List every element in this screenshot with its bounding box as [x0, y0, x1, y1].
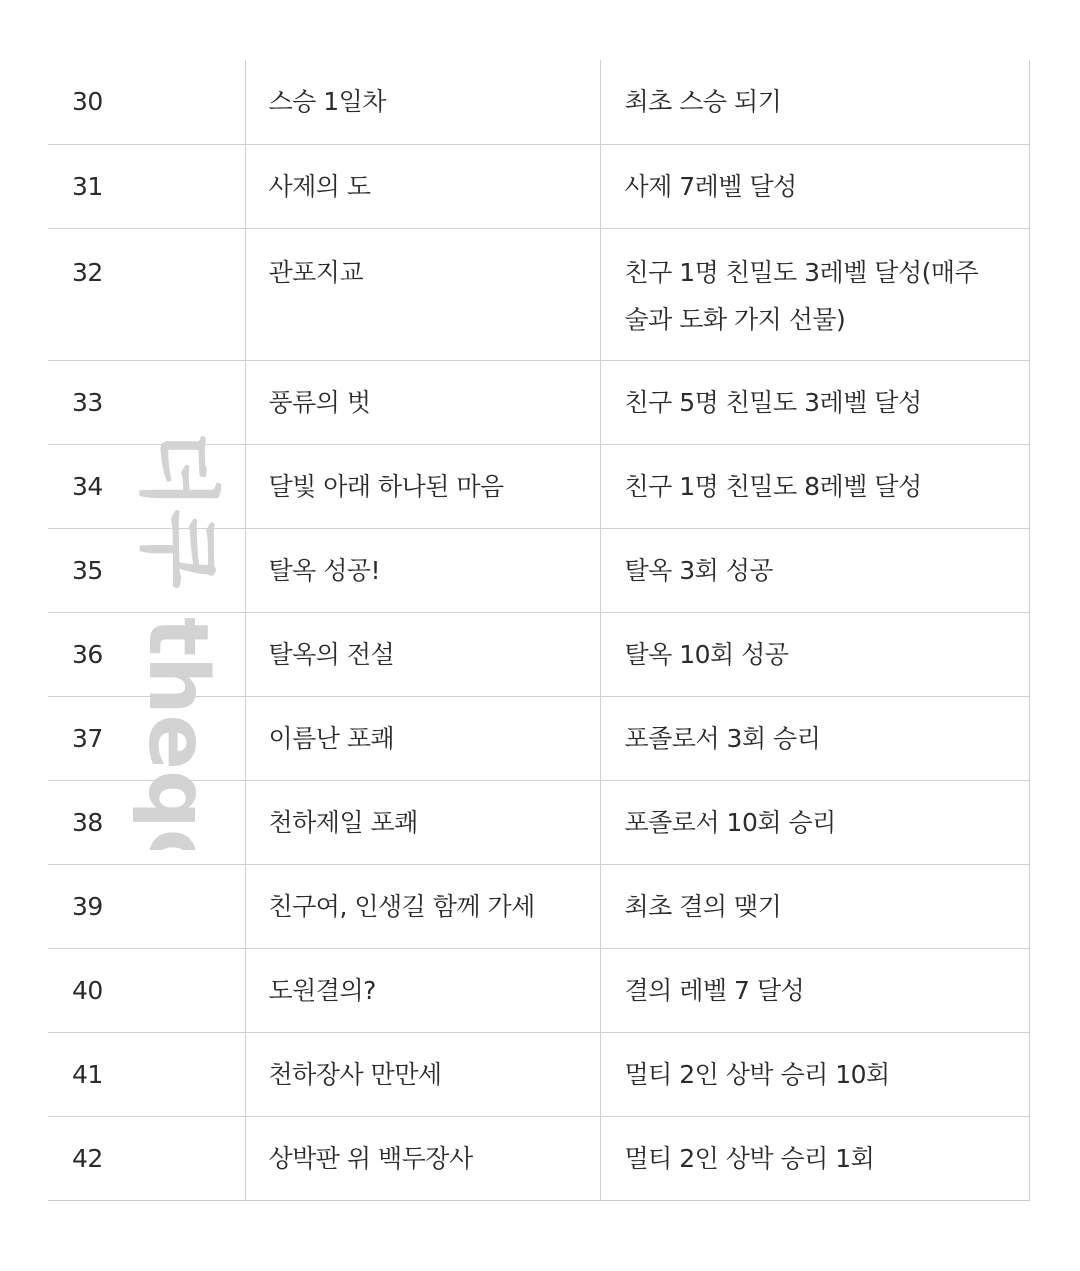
- row-number: 42: [48, 1116, 245, 1200]
- table-body: [48, 60, 1030, 1200]
- achievement-name: 탈옥 성공!: [245, 528, 600, 612]
- achievement-condition: 탈옥 10회 성공: [600, 612, 1030, 696]
- table-row: [48, 780, 1030, 864]
- table-row: [48, 144, 1030, 228]
- table-row: [48, 612, 1030, 696]
- achievement-name: 사제의 도: [245, 144, 600, 228]
- row-number: 35: [48, 528, 245, 612]
- achievement-condition: 최초 스승 되기: [600, 60, 1030, 144]
- row-number: 40: [48, 948, 245, 1032]
- row-number: 33: [48, 360, 245, 444]
- achievement-condition: 멀티 2인 상박 승리 10회: [600, 1032, 1030, 1116]
- row-number: 41: [48, 1032, 245, 1116]
- achievement-name: 풍류의 벗: [245, 360, 600, 444]
- achievement-condition: 포졸로서 10회 승리: [600, 780, 1030, 864]
- achievement-name: 천하제일 포쾌: [245, 780, 600, 864]
- table-row: [48, 1032, 1030, 1116]
- row-number: 30: [48, 60, 245, 144]
- achievement-condition: 탈옥 3회 성공: [600, 528, 1030, 612]
- row-number: 31: [48, 144, 245, 228]
- achievement-name: 천하장사 만만세: [245, 1032, 600, 1116]
- table-row: [48, 948, 1030, 1032]
- achievement-condition: 사제 7레벨 달성: [600, 144, 1030, 228]
- row-number: 36: [48, 612, 245, 696]
- achievement-name: 달빛 아래 하나된 마음: [245, 444, 600, 528]
- table-row: [48, 228, 1030, 360]
- row-number: 32: [48, 228, 245, 360]
- table-row: [48, 60, 1030, 144]
- table-row: [48, 696, 1030, 780]
- achievement-table: [48, 60, 1030, 1201]
- table-row: [48, 360, 1030, 444]
- row-number: 38: [48, 780, 245, 864]
- achievement-condition: 포졸로서 3회 승리: [600, 696, 1030, 780]
- table-row: [48, 528, 1030, 612]
- achievement-name: 도원결의?: [245, 948, 600, 1032]
- achievement-condition: 멀티 2인 상박 승리 1회: [600, 1116, 1030, 1200]
- achievement-name: 탈옥의 전설: [245, 612, 600, 696]
- achievement-condition: 최초 결의 맺기: [600, 864, 1030, 948]
- watermark-text: 더쿠 theqoo: [130, 430, 225, 850]
- table-row: [48, 864, 1030, 948]
- row-number: 39: [48, 864, 245, 948]
- achievement-name: 친구여, 인생길 함께 가세: [245, 864, 600, 948]
- achievement-name: 관포지교: [245, 228, 600, 360]
- achievement-name: 이름난 포쾌: [245, 696, 600, 780]
- achievement-condition: 친구 1명 친밀도 8레벨 달성: [600, 444, 1030, 528]
- table-row: [48, 1116, 1030, 1200]
- achievement-name: 상박판 위 백두장사: [245, 1116, 600, 1200]
- table-row: [48, 444, 1030, 528]
- achievement-condition: 결의 레벨 7 달성: [600, 948, 1030, 1032]
- row-number: 37: [48, 696, 245, 780]
- achievement-name: 스승 1일차: [245, 60, 600, 144]
- row-number: 34: [48, 444, 245, 528]
- achievement-condition: 친구 5명 친밀도 3레벨 달성: [600, 360, 1030, 444]
- achievement-condition: 친구 1명 친밀도 3레벨 달성(매주 술과 도화 가지 선물): [600, 228, 1030, 360]
